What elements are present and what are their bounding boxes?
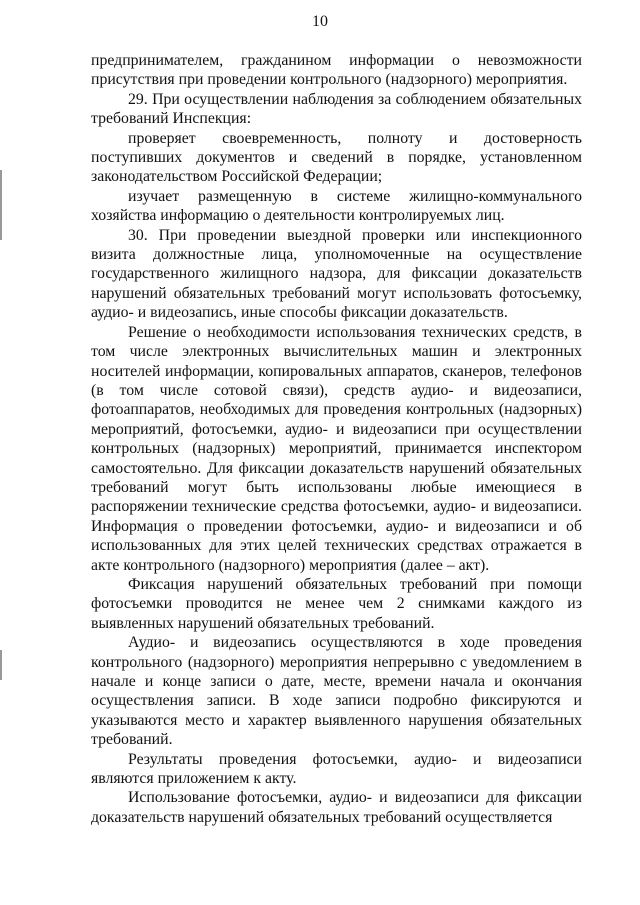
paragraph-item-30: 30. При проведении выездной проверки или инспекционного визита должностные лица, уполномоченные на осуществление государственного жилищного надзора, для фиксации доказательств нарушений обязательных требований могут использовать фотосъемку, аудио- и видеозапись, иные способы фиксации доказательств. xyxy=(91,226,582,322)
paragraph: Решение о необходимости использования технических средств, в том числе электронных вычислительных машин и электронных носителей информации, копировальных аппаратов, сканеров, телефонов (в том числе сотовой связи), средств аудио- и видеозаписи, фотоаппаратов, необходимых для проведения контрольных (надзорных) мероприятий, фотосъемки, аудио- и видеозаписи при осуществлении контрольных (надзорных) мероприятий, принимается инспектором самостоятельно. Для фиксации доказательств нарушений обязательных требований могут быть использованы любые имеющиеся в распоряжении технические средства фотосъемки, аудио- и видеозаписи. Информация о проведении фотосъемки, аудио- и видеозаписи и об использованных для этих целей технических средствах отражается в акте контрольного (надзорного) мероприятия (далее – акт). xyxy=(91,323,582,574)
paragraph: Результаты проведения фотосъемки, аудио- и видеозаписи являются приложением к акту. xyxy=(91,750,582,788)
paragraph: Фиксация нарушений обязательных требований при помощи фотосъемки проводится не менее чем 2 снимками каждого из выявленных нарушений обязательных требований. xyxy=(91,575,582,632)
paragraph: проверяет своевременность, полноту и достоверность поступивших документов и сведений в порядке, установленном законодательством Российской Федерации; xyxy=(91,129,582,186)
page-number: 10 xyxy=(312,13,328,30)
scan-edge-mark xyxy=(0,650,2,680)
paragraph: Аудио- и видеозапись осуществляются в ходе проведения контрольного (надзорного) мероприятия непрерывно с уведомлением в начале и конце записи о дате, месте, времени начала и окончания осуществления записи. В ходе записи подробно фиксируются и указываются место и характер выявленного нарушения обязательных требований. xyxy=(91,634,582,749)
paragraph: изучает размещенную в системе жилищно-коммунального хозяйства информацию о деятельности контролируемых лиц. xyxy=(91,187,582,225)
document-body xyxy=(91,51,582,827)
paragraph-item-29: 29. При осуществлении наблюдения за соблюдением обязательных требований Инспекция: xyxy=(91,90,582,128)
paragraph-continuation: предпринимателем, гражданином информации о невозможности присутствия при проведении контрольного (надзорного) мероприятия. xyxy=(91,52,582,89)
paragraph: Использование фотосъемки, аудио- и видеозаписи для фиксации доказательств нарушений обязательных требований осуществляется xyxy=(91,789,582,826)
scan-edge-mark xyxy=(0,170,2,240)
